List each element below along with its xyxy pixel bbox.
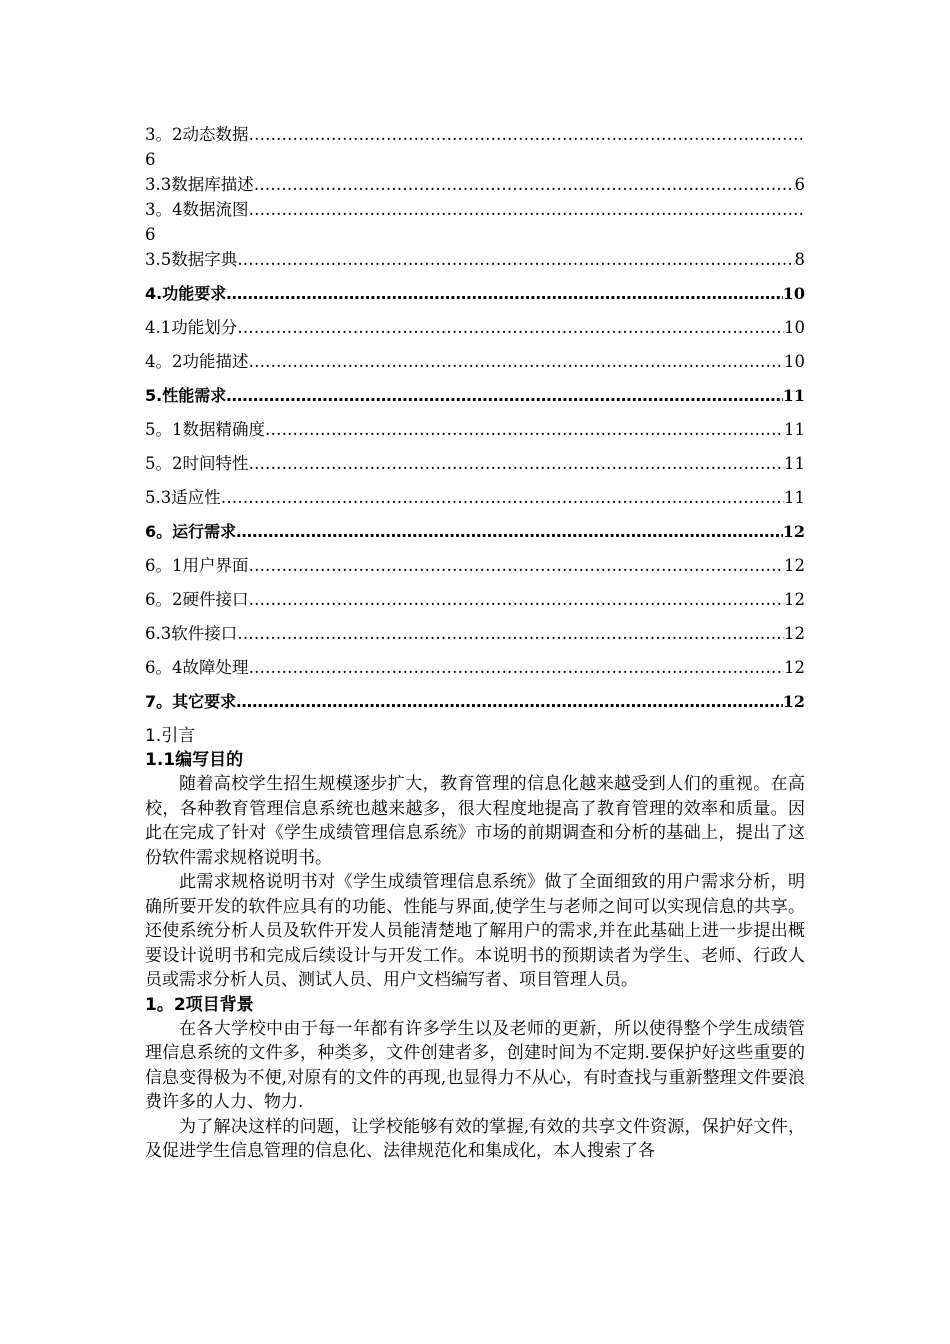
toc-entry-title: 5。2时间特性	[145, 454, 249, 473]
section-heading-intro: 1.引言	[145, 726, 196, 746]
toc-entry-page: 12	[784, 658, 805, 677]
toc-entry-page: 8	[794, 250, 805, 269]
toc-entry-page: 12	[784, 590, 805, 609]
toc-entry-title: 6。1用户界面	[145, 556, 249, 575]
toc-entry-title: 4。2功能描述	[145, 352, 249, 371]
toc-leader-dots	[249, 197, 806, 222]
document-body	[145, 724, 805, 1164]
section-heading-background: 1。2项目背景	[145, 994, 254, 1015]
toc-leader-dots	[249, 349, 785, 374]
toc-entry-title: 3。2动态数据	[145, 125, 249, 144]
table-of-contents	[145, 122, 805, 714]
toc-leader-dots	[265, 417, 784, 442]
toc-entry-title: 6。运行需求	[145, 522, 237, 541]
toc-entry-title: 6。4故障处理	[145, 658, 249, 677]
toc-leader-dots	[237, 315, 784, 340]
toc-entry-page: 10	[784, 318, 805, 337]
toc-entry[interactable]	[145, 383, 805, 408]
toc-entry-page: 11	[784, 454, 805, 473]
toc-entry[interactable]	[145, 621, 805, 646]
toc-entry[interactable]	[145, 281, 805, 306]
toc-entry-page: 6	[794, 175, 805, 194]
toc-entry[interactable]	[145, 655, 805, 680]
toc-entry-title: 5.3适应性	[145, 488, 221, 507]
toc-leader-dots	[249, 587, 785, 612]
toc-entry-page: 12	[782, 692, 805, 711]
toc-entry-title: 4.1功能划分	[145, 318, 238, 337]
toc-entry-title: 4.功能要求	[145, 284, 227, 303]
toc-leader-dots	[237, 621, 784, 646]
toc-entry-page: 12	[784, 556, 805, 575]
toc-entry-title: 5.性能需求	[145, 386, 227, 405]
toc-entry[interactable]	[145, 417, 805, 442]
paragraph: 为了解决这样的问题，让学校能够有效的掌握,有效的共享文件资源，保护好文件，及促进学生信息管理的信息化、法律规范化和集成化，本人搜索了各	[145, 1116, 805, 1161]
toc-entry[interactable]	[145, 485, 805, 510]
paragraph: 在各大学校中由于每一年都有许多学生以及老师的更新，所以使得整个学生成绩管理信息系统的文件多，种类多，文件创建者多，创建时间为不定期.要保护好这些重要的信息变得极为不便,对原有的文件的再现,也显得力不从心，有时查找与重新整理文件要浪费许多的人力、物力.	[145, 1018, 805, 1112]
toc-entry[interactable]	[145, 519, 805, 544]
toc-entry-title: 6.3软件接口	[145, 624, 238, 643]
toc-leader-dots	[249, 553, 785, 578]
paragraph: 随着高校学生招生规模逐步扩大，教育管理的信息化越来越受到人们的重视。在高校，各种教育管理信息系统也越来越多，很大程度地提高了教育管理的效率和质量。因此在完成了针对《学生成绩管理信息系统》市场的前期调查和分析的基础上，提出了这份软件需求规格说明书。	[145, 774, 805, 868]
toc-entry-page: 12	[784, 624, 805, 643]
toc-entry-page: 12	[782, 522, 805, 541]
toc-entry[interactable]	[145, 197, 805, 222]
toc-leader-dots	[221, 485, 784, 510]
toc-leader-dots	[237, 247, 794, 272]
toc-entry[interactable]	[145, 587, 805, 612]
toc-entry-title: 7。其它要求	[145, 692, 237, 711]
toc-entry[interactable]	[145, 689, 805, 714]
toc-entry-title: 6。2硬件接口	[145, 590, 249, 609]
document-page	[145, 122, 805, 1164]
paragraph: 此需求规格说明书对《学生成绩管理信息系统》做了全面细致的用户需求分析，明确所要开发的软件应具有的功能、性能与界面,使学生与老师之间可以实现信息的共享。还使系统分析人员及软件开发人员能清楚地了解用户的需求,并在此基础上进一步提出概要设计说明书和完成后续设计与开发工作。本说明书的预期读者为学生、老师、行政人员或需求分析人员、测试人员、用户文档编写者、项目管理人员。	[145, 872, 805, 990]
toc-entry-page: 10	[782, 284, 805, 303]
toc-entry-page: 6	[145, 225, 156, 244]
toc-leader-dots	[226, 281, 783, 306]
toc-leader-dots	[236, 519, 783, 544]
toc-entry-title: 3。4数据流图	[145, 200, 249, 219]
toc-leader-dots	[249, 122, 806, 147]
toc-entry[interactable]	[145, 451, 805, 476]
toc-entry[interactable]	[145, 172, 805, 197]
toc-entry[interactable]	[145, 553, 805, 578]
toc-leader-dots	[226, 383, 783, 408]
toc-entry[interactable]	[145, 349, 805, 374]
toc-leader-dots	[236, 689, 783, 714]
section-heading-purpose: 1.1编写目的	[145, 750, 244, 770]
toc-entry[interactable]	[145, 122, 805, 147]
toc-entry-page: 10	[784, 352, 805, 371]
toc-entry-title: 3.3数据库描述	[145, 175, 254, 194]
toc-entry-page: 11	[784, 488, 805, 507]
toc-leader-dots	[254, 172, 795, 197]
toc-entry-page: 11	[784, 420, 805, 439]
toc-entry-page: 11	[782, 386, 805, 405]
toc-entry-page: 6	[145, 150, 156, 169]
toc-entry-title: 3.5数据字典	[145, 250, 238, 269]
toc-entry-title: 5。1数据精确度	[145, 420, 265, 439]
toc-leader-dots	[249, 655, 785, 680]
toc-leader-dots	[249, 451, 785, 476]
toc-entry[interactable]	[145, 315, 805, 340]
toc-entry[interactable]	[145, 247, 805, 272]
